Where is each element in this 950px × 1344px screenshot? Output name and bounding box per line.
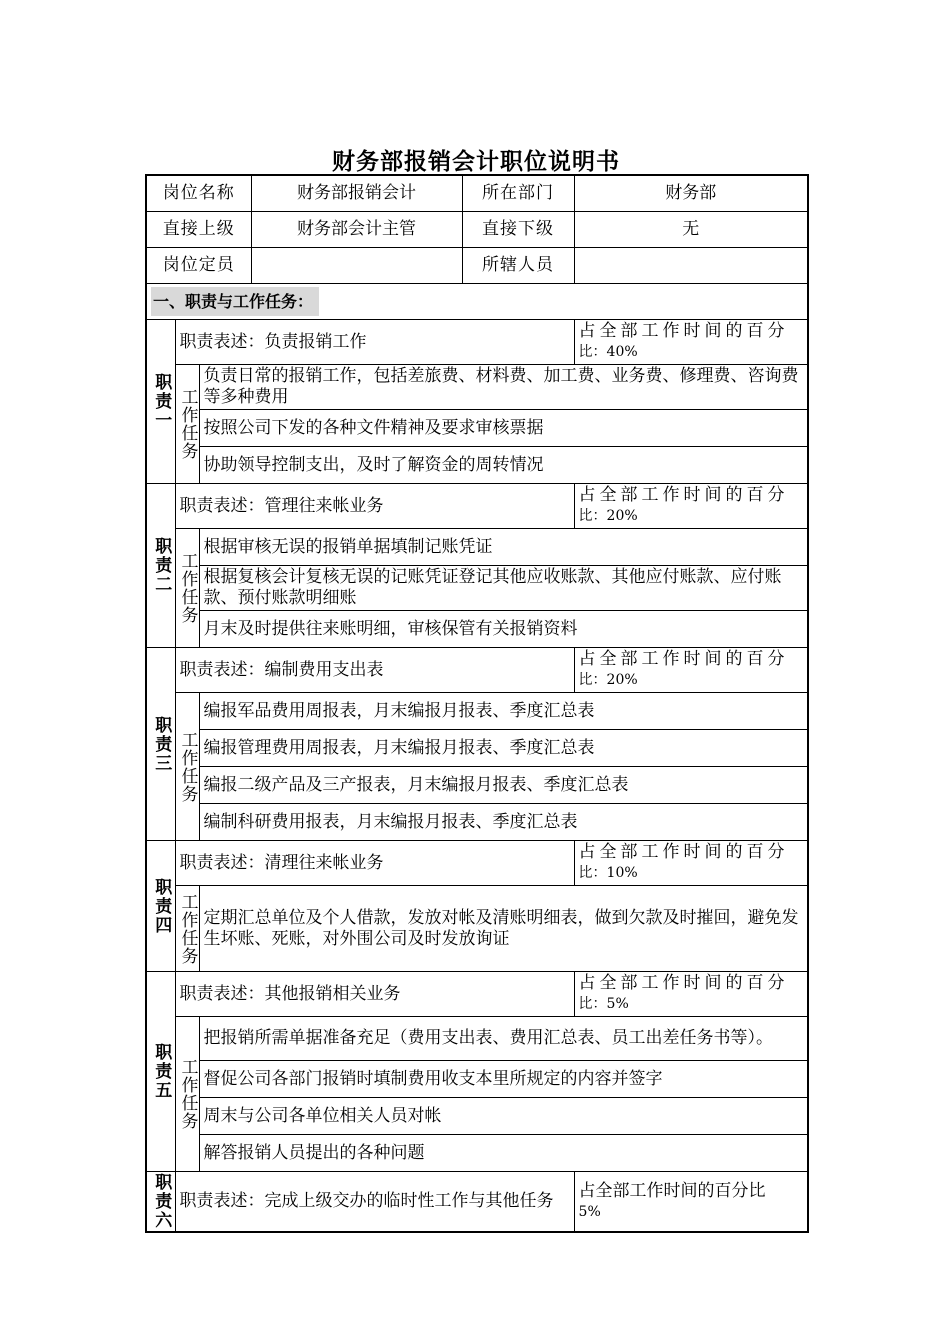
duty-2-task-row: [146, 529, 808, 566]
duty-6-pct: [574, 1172, 808, 1233]
duty-3-task-4: 编制科研费用报表，月末编报月报表、季度汇总表: [199, 804, 808, 841]
info-row-2: [146, 212, 808, 248]
duty-4-label: 职责四: [146, 841, 175, 972]
position-name-value: 财务部报销会计: [251, 175, 462, 212]
duty-1-desc: 职责表述：负责报销工作: [175, 320, 574, 365]
duty-5-task-2: 督促公司各部门报销时填制费用收支本里所规定的内容并签字: [199, 1061, 808, 1098]
duty-1-task-row: [146, 365, 808, 410]
duty-4-pct-value: 比：10%: [578, 865, 638, 881]
duty-3-task-3: 编报二级产品及三产报表，月末编报月报表、季度汇总表: [199, 767, 808, 804]
duty-5-pct-value: 比：5%: [578, 996, 629, 1012]
subordinate-value: 无: [574, 212, 808, 248]
duty-6-pct-head: 占全部工作时间的百分比: [578, 1180, 766, 1201]
duty-2-label: 职责二: [146, 484, 175, 648]
info-row-1: [146, 175, 808, 212]
duty-1-pct-head: 占全部工作时间的百分: [578, 321, 789, 341]
section-title: 一、职责与工作任务：: [151, 287, 319, 316]
duty-5-task-label: 工作任务: [175, 1017, 199, 1172]
duty-5-task-row: [146, 1098, 808, 1135]
headcount-label: 岗位定员: [146, 248, 251, 284]
duty-5-task-4: 解答报销人员提出的各种问题: [199, 1135, 808, 1172]
duty-2-task-row: [146, 611, 808, 648]
duty-6-desc-row: [146, 1172, 808, 1233]
duty-2-task-label: 工作任务: [175, 529, 199, 648]
duty-4-task-label: 工作任务: [175, 886, 199, 972]
duty-5-task-row: [146, 1061, 808, 1098]
duty-4-desc-row: [146, 841, 808, 886]
duty-3-task-row: [146, 693, 808, 730]
duty-1-task-1: 负责日常的报销工作，包括差旅费、材料费、加工费、业务费、修理费、咨询费等多种费用: [199, 365, 808, 410]
duty-3-pct-value: 比：20%: [578, 672, 638, 688]
duty-5-label: 职责五: [146, 972, 175, 1172]
duty-5-pct-head: 占全部工作时间的百分: [578, 973, 789, 993]
duty-3-desc-row: [146, 648, 808, 693]
position-name-label: 岗位名称: [146, 175, 251, 212]
duty-5-task-1: 把报销所需单据准备充足（费用支出表、费用汇总表、员工出差任务书等）。: [199, 1017, 808, 1061]
duty-3-task-row: [146, 804, 808, 841]
duty-3-task-2: 编报管理费用周报表，月末编报月报表、季度汇总表: [199, 730, 808, 767]
duty-1-pct-value: 比：40%: [578, 344, 638, 360]
duty-3-desc: 职责表述：编制费用支出表: [175, 648, 574, 693]
superior-label: 直接上级: [146, 212, 251, 248]
subordinate-label: 直接下级: [462, 212, 574, 248]
duty-6-label: 职责六: [146, 1172, 175, 1233]
duty-5-task-row: [146, 1017, 808, 1061]
page-title: 财务部报销会计职位说明书: [332, 148, 620, 175]
managed-value: [574, 248, 808, 284]
duty-3-pct: [574, 648, 808, 693]
duty-1-task-2: 按照公司下发的各种文件精神及要求审核票据: [199, 410, 808, 447]
duty-2-task-3: 月末及时提供往来账明细，审核保管有关报销资料: [199, 611, 808, 648]
duty-1-task-row: [146, 447, 808, 484]
superior-value: 财务部会计主管: [251, 212, 462, 248]
duty-2-task-row: [146, 566, 808, 611]
duty-3-pct-head: 占全部工作时间的百分: [578, 649, 789, 669]
job-description-table: [145, 174, 809, 1233]
duty-3-label: 职责三: [146, 648, 175, 841]
duty-3-task-label: 工作任务: [175, 693, 199, 841]
duty-6-desc: 职责表述：完成上级交办的临时性工作与其他任务: [175, 1172, 574, 1233]
duty-5-task-row: [146, 1135, 808, 1172]
duty-3-task-1: 编报军品费用周报表，月末编报月报表、季度汇总表: [199, 693, 808, 730]
duty-5-pct: [574, 972, 808, 1017]
info-row-3: [146, 248, 808, 284]
duty-3-task-row: [146, 767, 808, 804]
duty-2-pct: [574, 484, 808, 529]
duty-4-pct-head: 占全部工作时间的百分: [578, 842, 789, 862]
duty-5-desc: 职责表述：其他报销相关业务: [175, 972, 574, 1017]
headcount-value: [251, 248, 462, 284]
duty-4-task-1: 定期汇总单位及个人借款，发放对帐及清账明细表，做到欠款及时摧回，避免发生坏账、死账，对外围公司及时发放询证: [199, 886, 808, 972]
duty-2-task-1: 根据审核无误的报销单据填制记账凭证: [199, 529, 808, 566]
duty-1-task-row: [146, 410, 808, 447]
managed-label: 所辖人员: [462, 248, 574, 284]
duty-1-task-3: 协助领导控制支出，及时了解资金的周转情况: [199, 447, 808, 484]
duty-6-pct-value: 5%: [578, 1203, 601, 1220]
duty-2-task-2: 根据复核会计复核无误的记账凭证登记其他应收账款、其他应付账款、应付账款、预付账款明细账: [199, 566, 808, 611]
duty-3-task-row: [146, 730, 808, 767]
duty-2-pct-value: 比：20%: [578, 508, 638, 524]
duty-1-label: 职责一: [146, 320, 175, 484]
duty-1-desc-row: [146, 320, 808, 365]
department-label: 所在部门: [462, 175, 574, 212]
duty-2-pct-head: 占全部工作时间的百分: [578, 485, 789, 505]
duty-5-task-3: 周末与公司各单位相关人员对帐: [199, 1098, 808, 1135]
duty-2-desc: 职责表述：管理往来帐业务: [175, 484, 574, 529]
duty-4-desc: 职责表述：清理往来帐业务: [175, 841, 574, 886]
duty-1-pct: [574, 320, 808, 365]
section-row: [146, 284, 808, 320]
duty-5-desc-row: [146, 972, 808, 1017]
duty-4-task-row: [146, 886, 808, 972]
department-value: 财务部: [574, 175, 808, 212]
duty-4-pct: [574, 841, 808, 886]
duty-1-task-label: 工作任务: [175, 365, 199, 484]
duty-2-desc-row: [146, 484, 808, 529]
